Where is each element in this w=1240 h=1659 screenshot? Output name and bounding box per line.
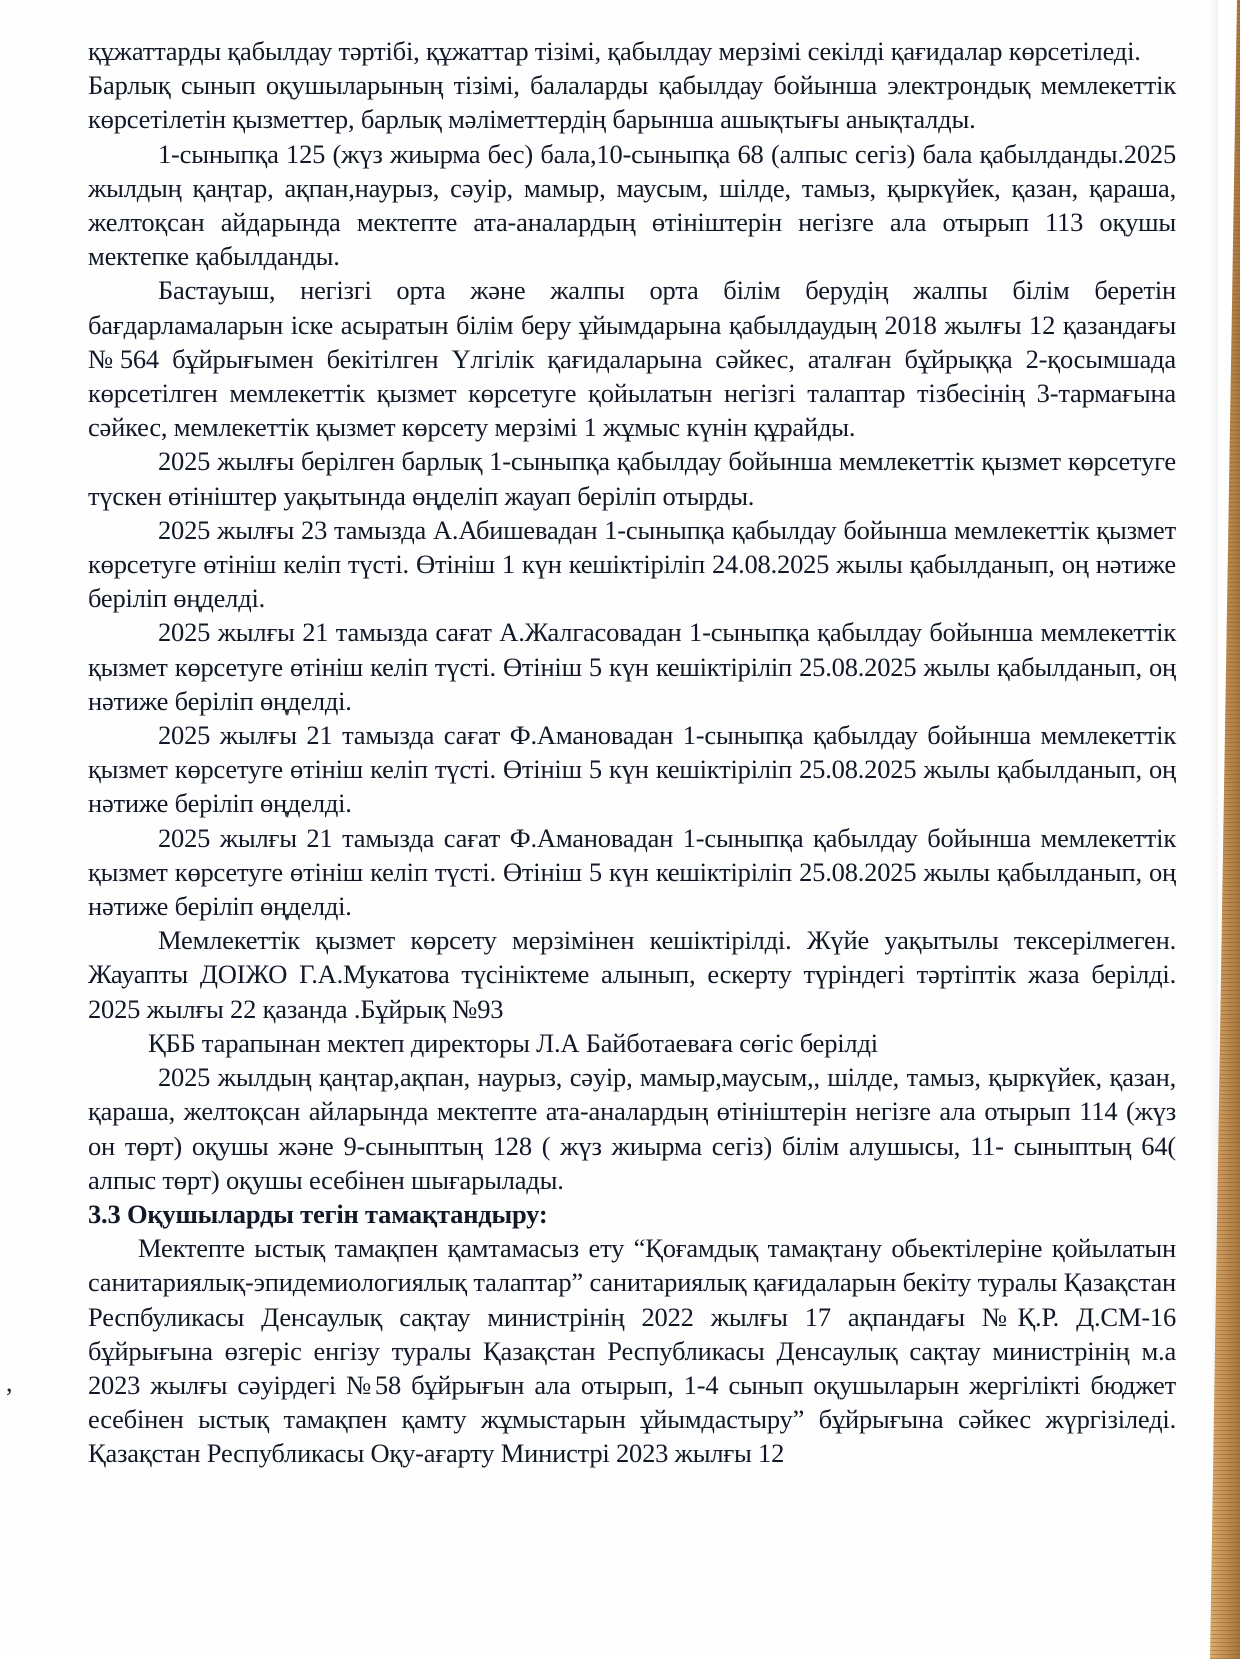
section-heading: 3.3 Оқушыларды тегін тамақтандыру: (88, 1198, 548, 1229)
paragraph-director-reprimand: ҚББ тарапынан мектеп директоры Л.А Байботаеваға сөгіс берілді (148, 1027, 878, 1058)
margin-mark: , (6, 1368, 13, 1397)
paragraph-case-amanova-2: 2025 жылғы 21 тамызда сағат Ф.Амановадан 1-сыныпқа қабылдау бойынша мемлекеттік қызмет көрсетуге өтініш келіп түсті. Өтініш 5 күн кешіктіріліп 25.08.2025 жылы қабылданып, оң нәтиже беріліп өңделді. (88, 822, 1176, 922)
paragraph-disciplinary-action: Мемлекеттік қызмет көрсету мерзімінен кешіктірілді. Жүйе уақытылы тексерілмеген. Жауапты ДОІЖО Г.А.Мукатова түсініктеме алынып, ескерту түріндегі тәртіптік жаза берілді. 2025 жылғы 22 қазанда .Бұйрық №93 (88, 925, 1176, 1024)
document-body (88, 34, 1176, 1471)
paragraph-free-meals: Мектепте ыстық тамақпен қамтамасыз ету “Қоғамдық тамақтану обьектілеріне қойылатын санитариялық-эпидемиологиялық талаптар” санитариялық қағидаларын бекіту туралы Қазақстан Респбуликасы Денсаулық сақтау министрінің 2022 жылғы 17 ақпандағы №Қ.Р. Д.СМ-16 бұйрығына өзгеріс енгізу туралы Қазақстан Республикасы Денсаулық сақтау министрінің м.а 2023 жылғы сәуірдегі №58 бұйрығын ала отырып, 1-4 сынып оқушыларын жергілікті бюджет есебінен ыстық тамақпен қамту жұмыстарын ұйымдастыру” бұйрығына сәйкес жүргізіледі. Қазақстан Республикасы Оқу-ағарту Министрі 2023 жылғы 12 (88, 1233, 1176, 1469)
paragraph-transparency: Барлық сынып оқушыларының тізімі, балаларды қабылдау бойынша электрондық мемлекеттік көрсетілетін қызметтер, барлық мәліметтердің барынша ашықтығы анықталды. (88, 70, 1176, 135)
paragraph-documents-rules: құжаттарды қабылдау тәртібі, құжаттар тізімі, қабылдау мерзімі секілді қағидалар көрсетіледі. (88, 36, 1141, 66)
paragraph-case-abisheva: 2025 жылғы 23 тамызда А.Абишевадан 1-сыныпқа қабылдау бойынша мемлекеттік қызмет көрсетуге өтініш келіп түсті. Өтініш 1 күн кешіктіріліп 24.08.2025 жылы қабылданып, оң нәтиже беріліп өңделді. (88, 514, 1176, 614)
paragraph-applications-processed: 2025 жылғы берілген барлық 1-сыныпқа қабылдау бойынша мемлекеттік қызмет көрсетуге түскен өтініштер уақытында өңделіп жауап беріліп отырды. (88, 446, 1176, 511)
paragraph-case-zhalgasova: 2025 жылғы 21 тамызда сағат А.Жалгасовадан 1-сыныпқа қабылдау бойынша мемлекеттік қызмет көрсетуге өтініш келіп түсті. Өтініш 5 күн кешіктіріліп 25.08.2025 жылы қабылданып, оң нәтиже беріліп өңделді. (88, 617, 1176, 716)
paragraph-admissions-count: 1-сыныпқа 125 (жүз жиырма бес) бала,10-сыныпқа 68 (алпыс сегіз) бала қабылданды.2025 жылдың қаңтар, ақпан,наурыз, сәуір, мамыр, маусым, шілде, тамыз, қыркүйек, қазан, қараша, желтоқсан айдарында мектепте ата-аналардың өтініштерін негізге ала отырып 113 оқушы мектепке қабылданды. (88, 138, 1176, 272)
paragraph-rules-reference: Бастауыш, негізгі орта және жалпы орта білім берудің жалпы білім беретін бағдарламаларын іске асыратын білім беру ұйымдарына қабылдаудың 2018 жылғы 12 қазандағы №564 бұйрығымен бекітілген Үлгілік қағидаларына сәйкес, аталған бұйрыққа 2-қосымшада көрсетілген мемлекеттік қызмет көрсетуге қойылатын негізгі талаптар тізбесінің 3-тармағына сәйкес, мемлекеттік қызмет көрсету мерзімі 1 жұмыс күнін құрайды. (88, 275, 1176, 443)
paragraph-withdrawals: 2025 жылдың қаңтар,ақпан, наурыз, сәуір, мамыр,маусым,, шілде, тамыз, қыркүйек, қазан, қараша, желтоқсан айларында мектепте ата-аналардың өтініштерін негізге ала отырып 114 (жүз он төрт) оқушы және 9-сыныптың 128 ( жүз жиырма сегіз) білім алушысы, 11- сыныптың 64( алпыс төрт) оқушы есебінен шығарылады. (88, 1062, 1176, 1195)
paragraph-case-amanova-1: 2025 жылғы 21 тамызда сағат Ф.Амановадан 1-сыныпқа қабылдау бойынша мемлекеттік қызмет көрсетуге өтініш келіп түсті. Өтініш 5 күн кешіктіріліп 25.08.2025 жылы қабылданып, оң нәтиже беріліп өңделді. (88, 720, 1176, 819)
